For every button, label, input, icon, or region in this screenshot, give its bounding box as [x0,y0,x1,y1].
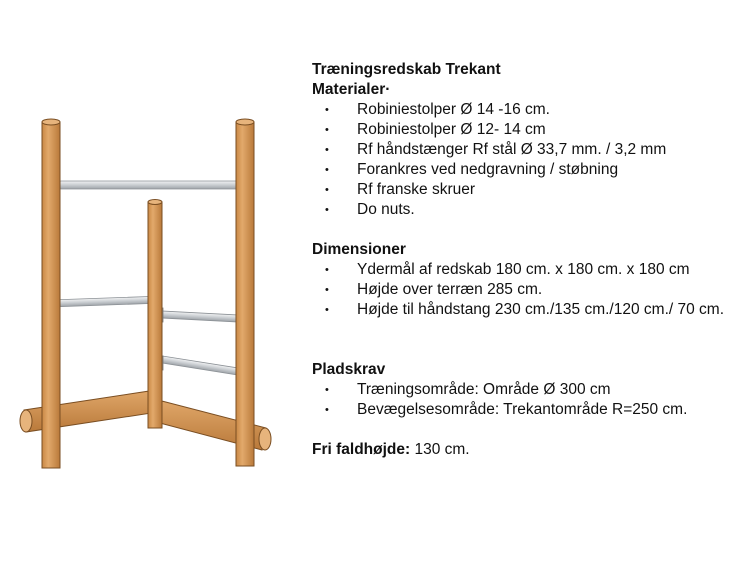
list-item: • Højde over terræn 285 cm. [312,280,752,300]
space-list [312,380,752,420]
list-item: • Højde til håndstang 230 cm./135 cm./120 cm./ 70 cm. [312,300,752,320]
post-left [42,119,60,468]
list-item: • Robiniestolper Ø 12- 14 cm [312,120,752,140]
list-item: • Forankres ved nedgravning / støbning [312,160,752,180]
dimensions-list [312,260,752,320]
list-item: • Rf håndstænger Rf stål Ø 33,7 mm. / 3,2 mm [312,140,752,160]
post-right [236,119,254,466]
list-item: • Træningsområde: Område Ø 300 cm [312,380,752,400]
training-equipment-illustration [18,110,278,480]
list-item: • Bevægelsesområde: Trekantområde R=250 cm. [312,400,752,420]
materials-list [312,100,752,220]
fall-height [312,440,752,460]
list-item: • Robiniestolper Ø 14 -16 cm. [312,100,752,120]
ground-beam-left [20,390,158,432]
post-center [148,200,162,429]
dimensions-heading: Dimensioner [312,241,406,258]
handrail-top [58,181,240,189]
page-title: Træningsredskab Trekant [312,61,501,78]
list-item: • Do nuts. [312,200,752,220]
fall-height-value: 130 cm. [410,441,470,458]
list-item: • Rf franske skruer [312,180,752,200]
fall-height-label: Fri faldhøjde: [312,441,411,458]
handrail-right-low [160,356,240,375]
handrail-left-middle [58,296,156,306]
specification-text [312,60,752,460]
handrail-right-middle [160,311,240,322]
space-heading: Pladskrav [312,361,386,378]
list-item: • Ydermål af redskab 180 cm. x 180 cm. x 180 cm [312,260,752,280]
materials-heading: Materialer· [312,81,391,98]
